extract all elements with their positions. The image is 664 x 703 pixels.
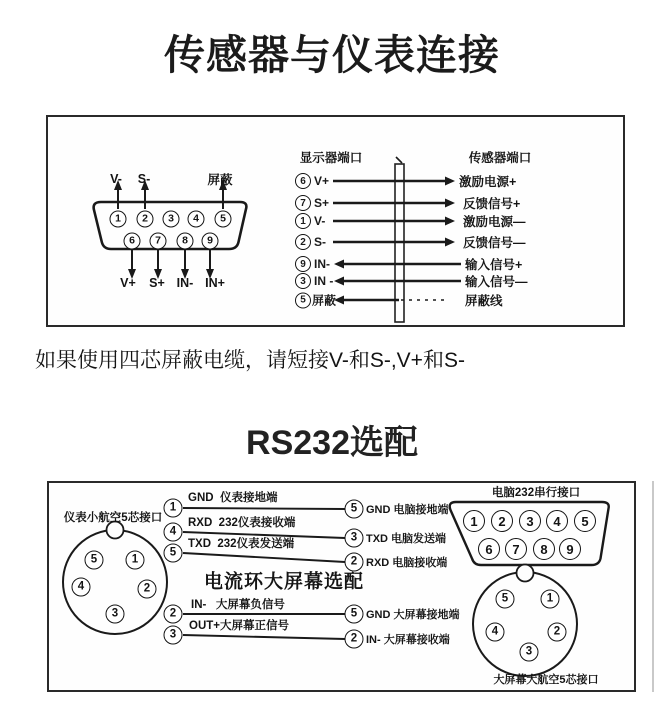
db9-label-shield: 屏蔽 (207, 173, 233, 187)
sensor-wire-label: 输入信号+ (465, 258, 523, 272)
sensor-wiring-diagram (46, 115, 625, 327)
cable-tick (396, 157, 402, 163)
instrument-pin-2: 2 (138, 580, 157, 599)
db9-pin-6: 6 (124, 233, 141, 250)
wire-pin: 7 (295, 195, 311, 211)
big-screen-pin-1: 1 (541, 590, 560, 609)
wire-signal: V+ (314, 174, 330, 188)
sensor-wire-label: 激励电源— (463, 215, 526, 229)
wire-pin: 2 (295, 234, 311, 250)
db9-label-v-plus: V+ (120, 276, 136, 290)
computer-db9-pin-7: 7 (505, 538, 527, 560)
db9-pin-7: 7 (150, 233, 167, 250)
sensor-wire-label: 激励电源+ (459, 175, 517, 189)
computer-db9-pin-9: 9 (559, 538, 581, 560)
big-screen-in-label: IN- 大屏幕接收端 (366, 634, 450, 646)
wire-pin: 6 (295, 173, 311, 189)
db9-up-arrows (118, 189, 223, 209)
display-wire-label (295, 256, 330, 272)
instrument-pin-5: 5 (85, 551, 104, 570)
instrument-pin-4: 4 (72, 578, 91, 597)
computer-db9-label: 电脑232串行接口 (491, 487, 581, 499)
display-wire-label (295, 173, 329, 189)
db9-pin-3: 3 (163, 211, 180, 228)
wires-to-sensor (333, 181, 446, 242)
db9-label-s-plus: S+ (149, 276, 165, 290)
wire-signal: V- (314, 214, 326, 228)
computer-db9-pin-6: 6 (478, 538, 500, 560)
computer-gnd-label: GND 电脑接地端 (366, 504, 449, 516)
wire-signal: S- (314, 235, 326, 249)
computer-db9-pin-1: 1 (463, 510, 485, 532)
sensor-port-header: 传感器端口 (468, 151, 532, 165)
db9-pin-8: 8 (177, 233, 194, 250)
wire-end-pin: 2 (345, 630, 364, 649)
wire-label-txd: TXD 232仪表发送端 (188, 538, 295, 550)
db9-down-arrows (132, 250, 210, 270)
db9-label-v-minus: V- (110, 172, 122, 186)
big-screen-pin-3: 3 (520, 643, 539, 662)
big-screen-pin-5: 5 (496, 590, 515, 609)
wire-start-pin: 5 (164, 544, 183, 563)
db9-label-in-plus: IN+ (205, 276, 225, 290)
wire-end-pin: 2 (345, 553, 364, 572)
display-wire-label (295, 213, 325, 229)
wire-end-pin: 3 (345, 529, 364, 548)
db9-pin-4: 4 (188, 211, 205, 228)
db9-pin-9: 9 (202, 233, 219, 250)
wire-label-rxd: RXD 232仪表接收端 (188, 517, 296, 529)
wire-start-pin: 4 (164, 523, 183, 542)
computer-rxd-label: RXD 电脑接收端 (366, 557, 448, 569)
sensor-wire-label: 反馈信号+ (463, 197, 521, 211)
wire-signal: IN - (314, 274, 334, 288)
display-wire-label (295, 292, 336, 309)
wire-pin: 3 (295, 273, 311, 289)
wire-start-pin: 2 (164, 605, 183, 624)
page-title: 传感器与仪表连接 (164, 32, 500, 78)
computer-txd-label: TXD 电脑发送端 (366, 533, 447, 545)
wire-end-pin: 5 (345, 500, 364, 519)
db9-pin-5: 5 (215, 211, 232, 228)
wire-signal: 屏蔽 (312, 293, 337, 308)
scan-edge-artifact (652, 481, 654, 692)
wires-to-sensor-heads (445, 177, 455, 247)
sensor-wire-label: 反馈信号— (463, 236, 526, 250)
sensor-wire-label: 屏蔽线 (465, 294, 503, 308)
wire-start-pin: 1 (164, 499, 183, 518)
wire-pin: 5 (295, 292, 311, 308)
wire-end-pin: 5 (345, 605, 364, 624)
wire-start-pin: 3 (164, 626, 183, 645)
display-port-header: 显示器端口 (299, 151, 363, 165)
computer-db9-pin-4: 4 (546, 510, 568, 532)
wire-pin: 9 (295, 256, 311, 272)
db9-pin-1: 1 (110, 211, 127, 228)
rs232-wiring-diagram (47, 481, 636, 692)
current-loop-heading: 电流环大屏幕选配 (203, 571, 365, 593)
big-screen-connector-notch (517, 565, 534, 582)
rs232-section-title: RS232选配 (246, 424, 418, 462)
wire-signal: IN- (314, 257, 330, 271)
wire-pin: 1 (295, 213, 311, 229)
big-screen-pin-4: 4 (486, 623, 505, 642)
computer-db9-pin-3: 3 (519, 510, 541, 532)
wire-label-gnd: GND 仪表接地端 (188, 492, 278, 504)
big-screen-connector-label: 大屏幕大航空5芯接口 (493, 674, 599, 686)
wire-label-in-minus: IN- 大屏幕负信号 (191, 599, 285, 611)
instrument-connector-label: 仪表小航空5芯接口 (63, 512, 163, 524)
computer-db9-pin-2: 2 (491, 510, 513, 532)
db9-pin-2: 2 (137, 211, 154, 228)
shield-cable-note: 如果使用四芯屏蔽电缆，请短接V-和S-,V+和S- (35, 349, 465, 372)
computer-db9-pin-8: 8 (533, 538, 555, 560)
display-wire-label (295, 195, 329, 211)
display-wire-label (295, 273, 333, 289)
big-screen-gnd-label: GND 大屏幕接地端 (366, 609, 460, 621)
db9-down-arrowheads (128, 269, 214, 279)
db9-label-s-minus: S- (137, 172, 151, 186)
instrument-pin-3: 3 (106, 605, 125, 624)
instrument-pin-1: 1 (126, 551, 145, 570)
wire-label-out-plus: OUT+大屏幕正信号 (189, 620, 289, 632)
db9-label-in-minus: IN- (176, 276, 194, 290)
display-wire-label (295, 234, 326, 250)
computer-db9-pin-5: 5 (574, 510, 596, 532)
big-screen-pin-2: 2 (548, 623, 567, 642)
sensor-wire-label: 输入信号— (465, 275, 528, 289)
wire-signal: S+ (314, 196, 330, 210)
